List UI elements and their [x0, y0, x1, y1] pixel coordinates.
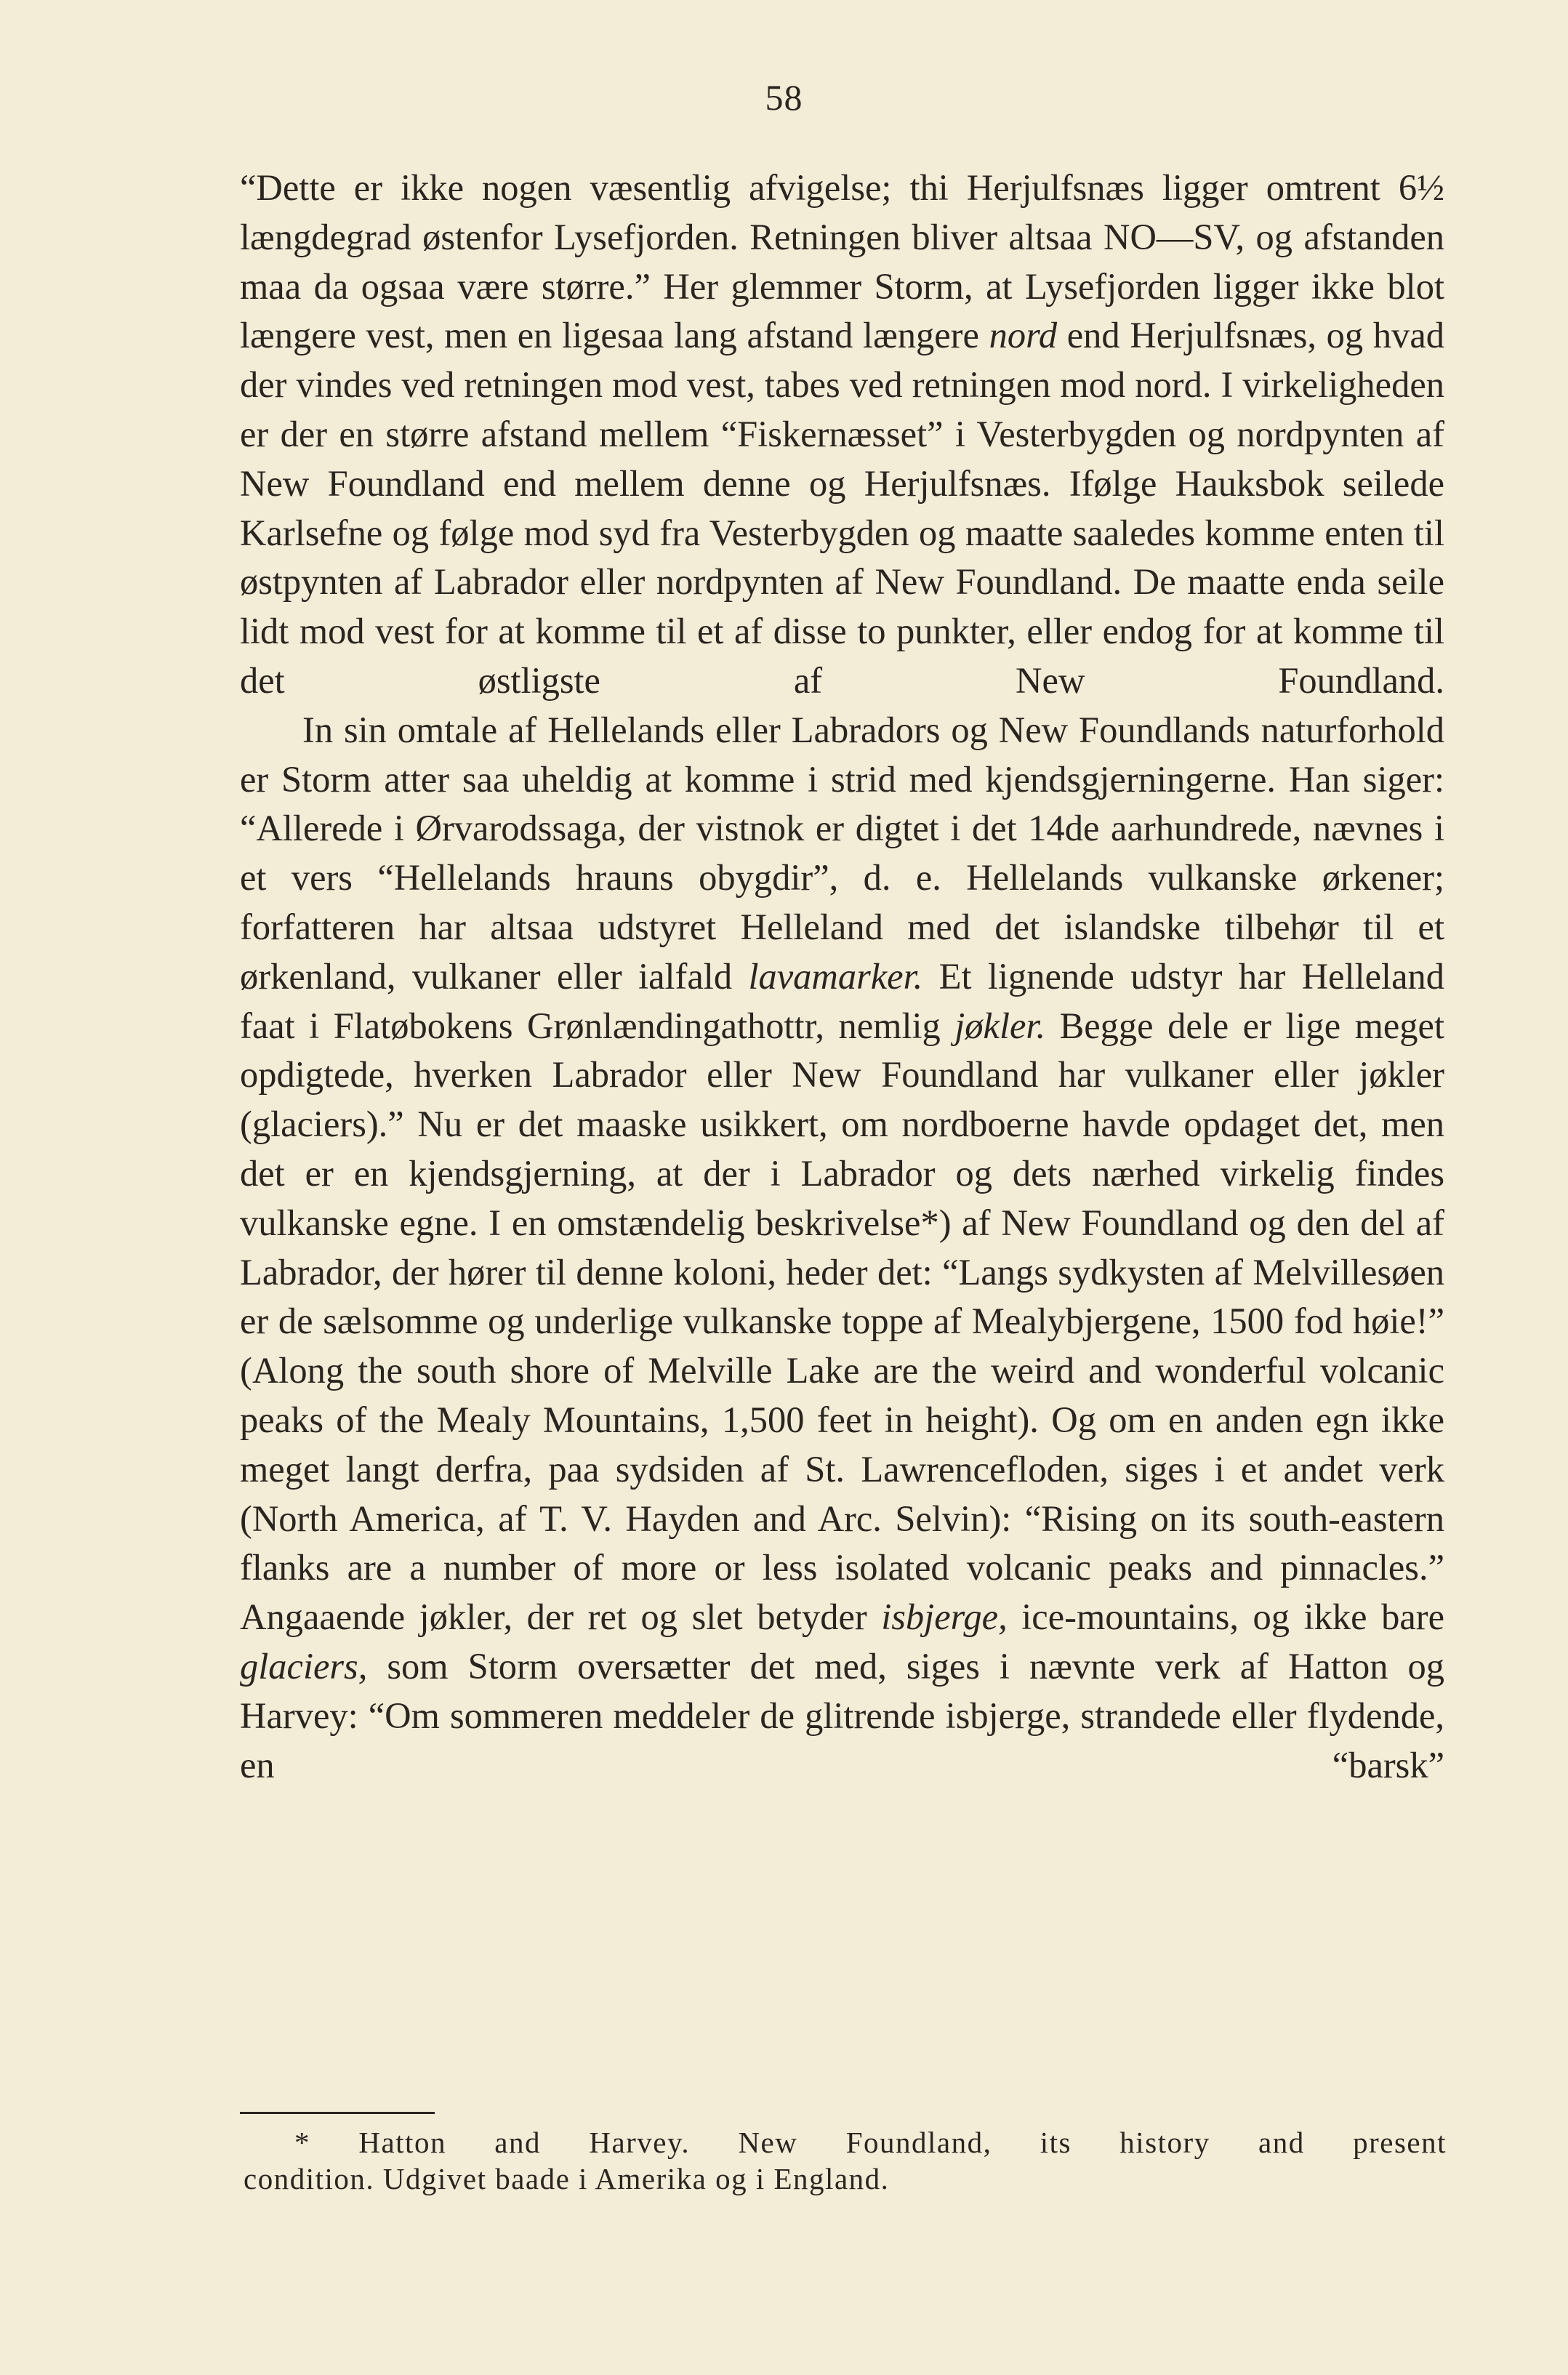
italic-segment: isbjerge, — [881, 1596, 1008, 1638]
paragraph-2 — [240, 706, 1444, 1791]
text-segment: Et lignende udstyr har Helleland faat i Flatøbokens Grønlændingathottr, nemlig — [240, 955, 1444, 1046]
page-number: 58 — [765, 77, 803, 118]
italic-segment: nord — [989, 315, 1058, 356]
italic-segment: jøkler. — [954, 1005, 1046, 1046]
text-segment: Begge dele er lige meget opdigtede, hverken Labrador eller New Foundland har vulkaner eller jøkler (glaciers).” Nu er det maaske usikkert, om nordboerne havde opdaget det, men det er en kjendsgjerning, at der i Labrador og dets nærhed virkelig findes vulkanske egne. I en omstændelig beskrivelse*) af New Foundland og den del af Labrador, der hører til denne koloni, heder det: “Langs sydkysten af Melvillesøen er de sælsomme og underlige vulkanske toppe af Mealybjergene, 1500 fod høie!” (Along the south shore of Melville Lake are the weird and wonderful volcanic peaks of the Mealy Mountains, 1,500 feet in height). Og om en anden egn ikke meget langt derfra, paa sydsiden af St. Lawrencefloden, siges i et andet verk (North America, af T. V. Hayden and Arc. Selvin): “Rising on its south-eastern flanks are a number of more or less isolated volcanic peaks and pinnacles.” Angaaende jøkler, der ret og slet betyder — [240, 1005, 1444, 1638]
text-segment: “Dette er ikke nogen væsentlig afvigelse; thi Herjulfsnæs ligger omtrent 6½ længdegrad østenfor Lysefjorden. Retningen bliver altsaa NO—SV, og afstanden maa da ogsaa være større.” Her glemmer Storm, at Lysefjorden ligger ikke blot længere vest, men en ligesaa lang afstand længere — [240, 167, 1444, 356]
italic-segment: glaciers, — [240, 1645, 368, 1687]
footnote — [244, 2124, 1447, 2197]
footnote-divider — [240, 2112, 435, 2114]
body-text — [240, 164, 1444, 1790]
text-segment: som Storm oversætter det med, siges i nævnte verk af Hatton og Harvey: “Om sommeren meddeler de glitrende isbjerge, strandede eller flydende, en “barsk” — [240, 1645, 1444, 1785]
footnote-line-1: * Hatton and Harvey. New Foundland, its history and present — [294, 2126, 1447, 2159]
text-segment: In sin omtale af Hellelands eller Labradors og New Foundlands naturforhold er Storm atter saa uheldig at komme i strid med kjendsgjerningerne. Han siger: “Allerede i Ørvarodssaga, der vistnok er digtet i det 14de aarhundrede, nævnes i et vers “Hellelands hrauns obygdir”, d. e. Hellelands vulkanske ørkener; forfatteren har altsaa udstyret Helleland med det islandske tilbehør til et ørkenland, vulkaner eller ialfald — [240, 709, 1444, 997]
text-segment: ice-mountains, og ikke bare — [1007, 1596, 1444, 1638]
paragraph-1 — [240, 164, 1444, 706]
text-segment: end Herjulfsnæs, og hvad der vindes ved retningen mod vest, tabes ved retningen mod nord. I virkeligheden er der en større afstand mellem “Fiskernæsset” i Vesterbygden og nordpynten af New Foundland end mellem denne og Herjulfsnæs. Ifølge Hauksbok seilede Karlsefne og følge mod syd fra Vesterbygden og maatte saaledes komme enten til østpynten af Labrador eller nordpynten af New Foundland. De maatte enda seile lidt mod vest for at komme til et af disse to punkter, eller endog for at komme til det østligste af New Foundland. — [240, 315, 1444, 701]
footnote-line-2: condition. Udgivet baade i Amerika og i England. — [244, 2162, 890, 2195]
italic-segment: lavamarker. — [748, 955, 923, 997]
